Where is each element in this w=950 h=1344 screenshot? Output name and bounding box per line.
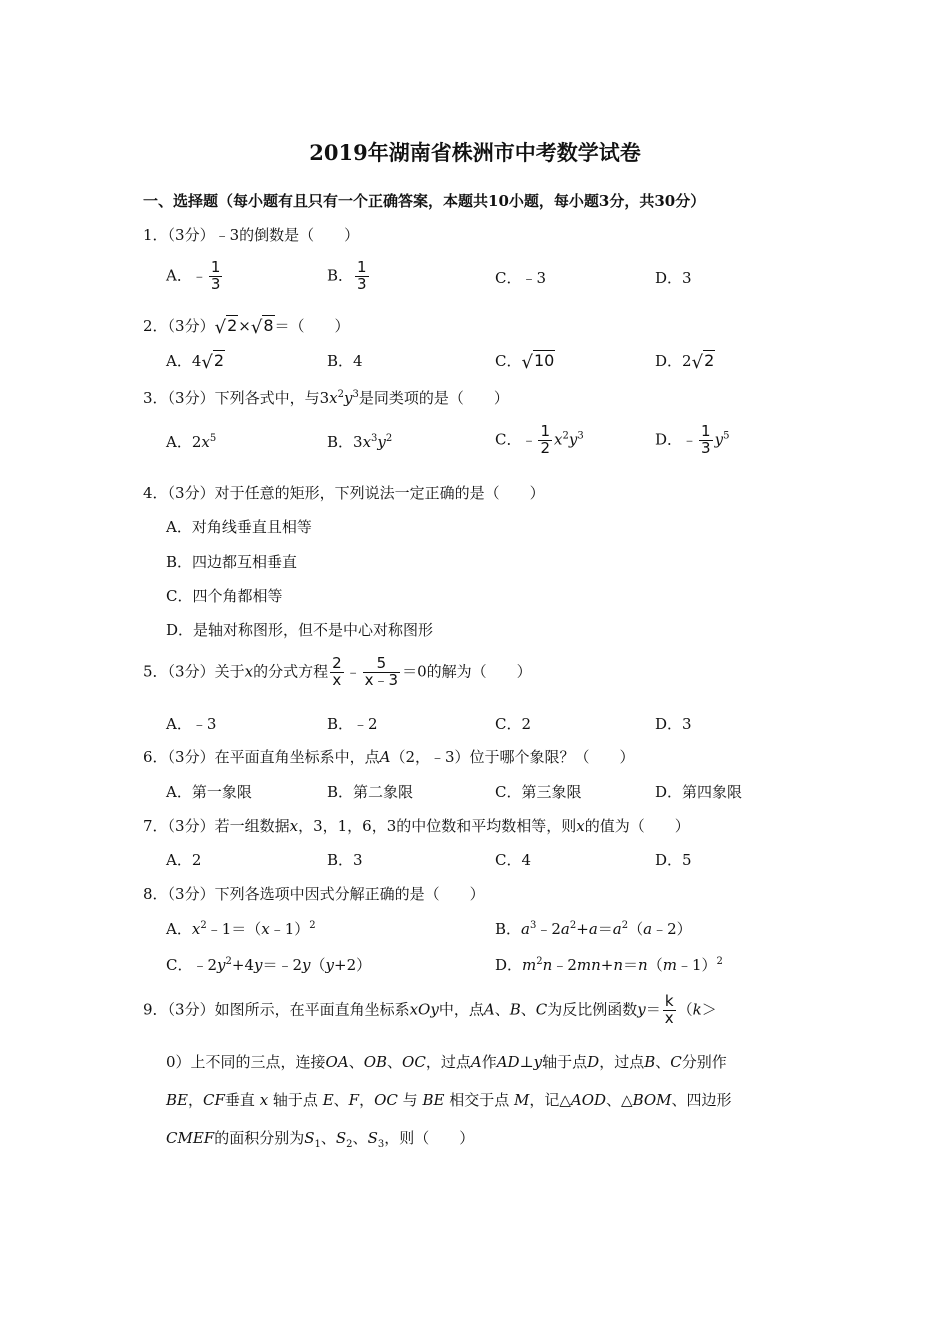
question-9-stem-line4: CMEF的面积分别为$S_1$、$S_2$、$S_3$，则（ ） (166, 1129, 475, 1150)
question-9-stem-line2: 0）上不同的三点，连接OA、OB、OC，过点A作AD⊥y轴于点D，过点B、C分别作 (166, 1053, 727, 1071)
sqrt-expression: √2 (214, 316, 238, 338)
q8-option-d: D．$m^2n﹣2mn+n=n(m﹣1)^2$ (495, 956, 723, 974)
q8-option-c: C．$﹣2y^2+4y=﹣2y(y+2)$ (166, 956, 372, 974)
q8-option-a: A．$x^2﹣1=(x﹣1)^2$ (166, 920, 316, 938)
q4-option-a: A．对角线垂直且相等 (166, 518, 312, 536)
q7-option-d: D．5 (655, 851, 692, 869)
question-4-stem: 4．（3分）对于任意的矩形，下列说法一定正确的是（ ） (143, 484, 545, 502)
fraction: $\frac{1}{3}$ (210, 258, 221, 293)
q5-option-b: B．﹣2 (327, 715, 378, 733)
q1-option-a: A．﹣ $\frac{1}{3}$ (166, 258, 221, 293)
q4-option-c: C．四个角都相等 (166, 587, 283, 605)
sqrt-expression: √8 (250, 316, 274, 338)
q4-option-d: D．是轴对称图形，但不是中心对称图形 (166, 621, 434, 639)
q8-option-b: B．$a^3﹣2a^2+a=a^2(a﹣2)$ (495, 920, 692, 938)
section-heading-choice: 一、选择题（每小题有且只有一个正确答案，本题共10小题，每小题3分，共30分） (143, 192, 706, 210)
q5-option-d: D．3 (655, 715, 692, 733)
question-5-stem: 5．（3分）关于x的分式方程 $\frac{2}{x}$ ﹣ $\frac{5}{x﹣3}$ ＝0的解为（ ） (143, 654, 532, 689)
q6-option-d: D．第四象限 (655, 783, 743, 801)
question-8-stem: 8．（3分）下列各选项中因式分解正确的是（ ） (143, 885, 485, 903)
page-title: 2019年湖南省株洲市中考数学试卷 (309, 140, 641, 165)
question-6-stem: 6．（3分）在平面直角坐标系中，点A（2，﹣3）位于哪个象限？（ ） (143, 748, 635, 766)
q4-option-b: B．四边都互相垂直 (166, 553, 298, 571)
q6-option-b: B．第二象限 (327, 783, 414, 801)
question-1-stem: 1．（3分）﹣3的倒数是（ ） (143, 226, 360, 244)
q2-option-a: A．4√2 (166, 351, 225, 373)
q1-option-b: B． $\frac{1}{3}$ (327, 258, 367, 293)
question-2-stem: 2．（3分）√2×√8＝（ ） (143, 316, 350, 338)
q3-option-b: B．$3x^3y^2$ (327, 433, 393, 451)
q3-option-c: C．﹣ $\frac{1}{2}$ $x^2y^3$ (495, 422, 584, 457)
q3-option-a: A．$2x^5$ (166, 433, 217, 451)
q6-option-a: A．第一象限 (166, 783, 252, 801)
question-9-stem-line3: BE，CF垂直 x 轴于点 E、F，OC 与 BE 相交于点 M，记△AOD、△BOM、四边形 (166, 1091, 732, 1109)
q7-option-a: A．2 (166, 851, 202, 869)
question-7-stem: 7．（3分）若一组数据x，3，1，6，3的中位数和平均数相等，则x的值为（ ） (143, 817, 690, 835)
q3-option-d: D．﹣ $\frac{1}{3}$ $y^5$ (655, 422, 730, 457)
question-3-stem: 3．（3分）下列各式中，与$3x^2y^3$是同类项的是（ ） (143, 389, 509, 407)
q2-option-c: C．√10 (495, 351, 555, 373)
q1-option-c: C．﹣3 (495, 269, 547, 287)
q2-option-d: D．2√2 (655, 351, 715, 373)
q7-option-c: C．4 (495, 851, 532, 869)
question-9-stem-line1: 9．（3分）如图所示，在平面直角坐标系xOy中，点A、B、C为反比例函数y＝ $\frac{k}{x}$ （k＞ (143, 992, 717, 1027)
q5-option-a: A．﹣3 (166, 715, 217, 733)
q2-option-b: B．4 (327, 352, 363, 370)
q7-option-b: B．3 (327, 851, 363, 869)
q5-option-c: C．2 (495, 715, 532, 733)
q6-option-c: C．第三象限 (495, 783, 582, 801)
fraction: $\frac{1}{3}$ (357, 258, 367, 293)
q1-option-d: D．3 (655, 269, 692, 287)
